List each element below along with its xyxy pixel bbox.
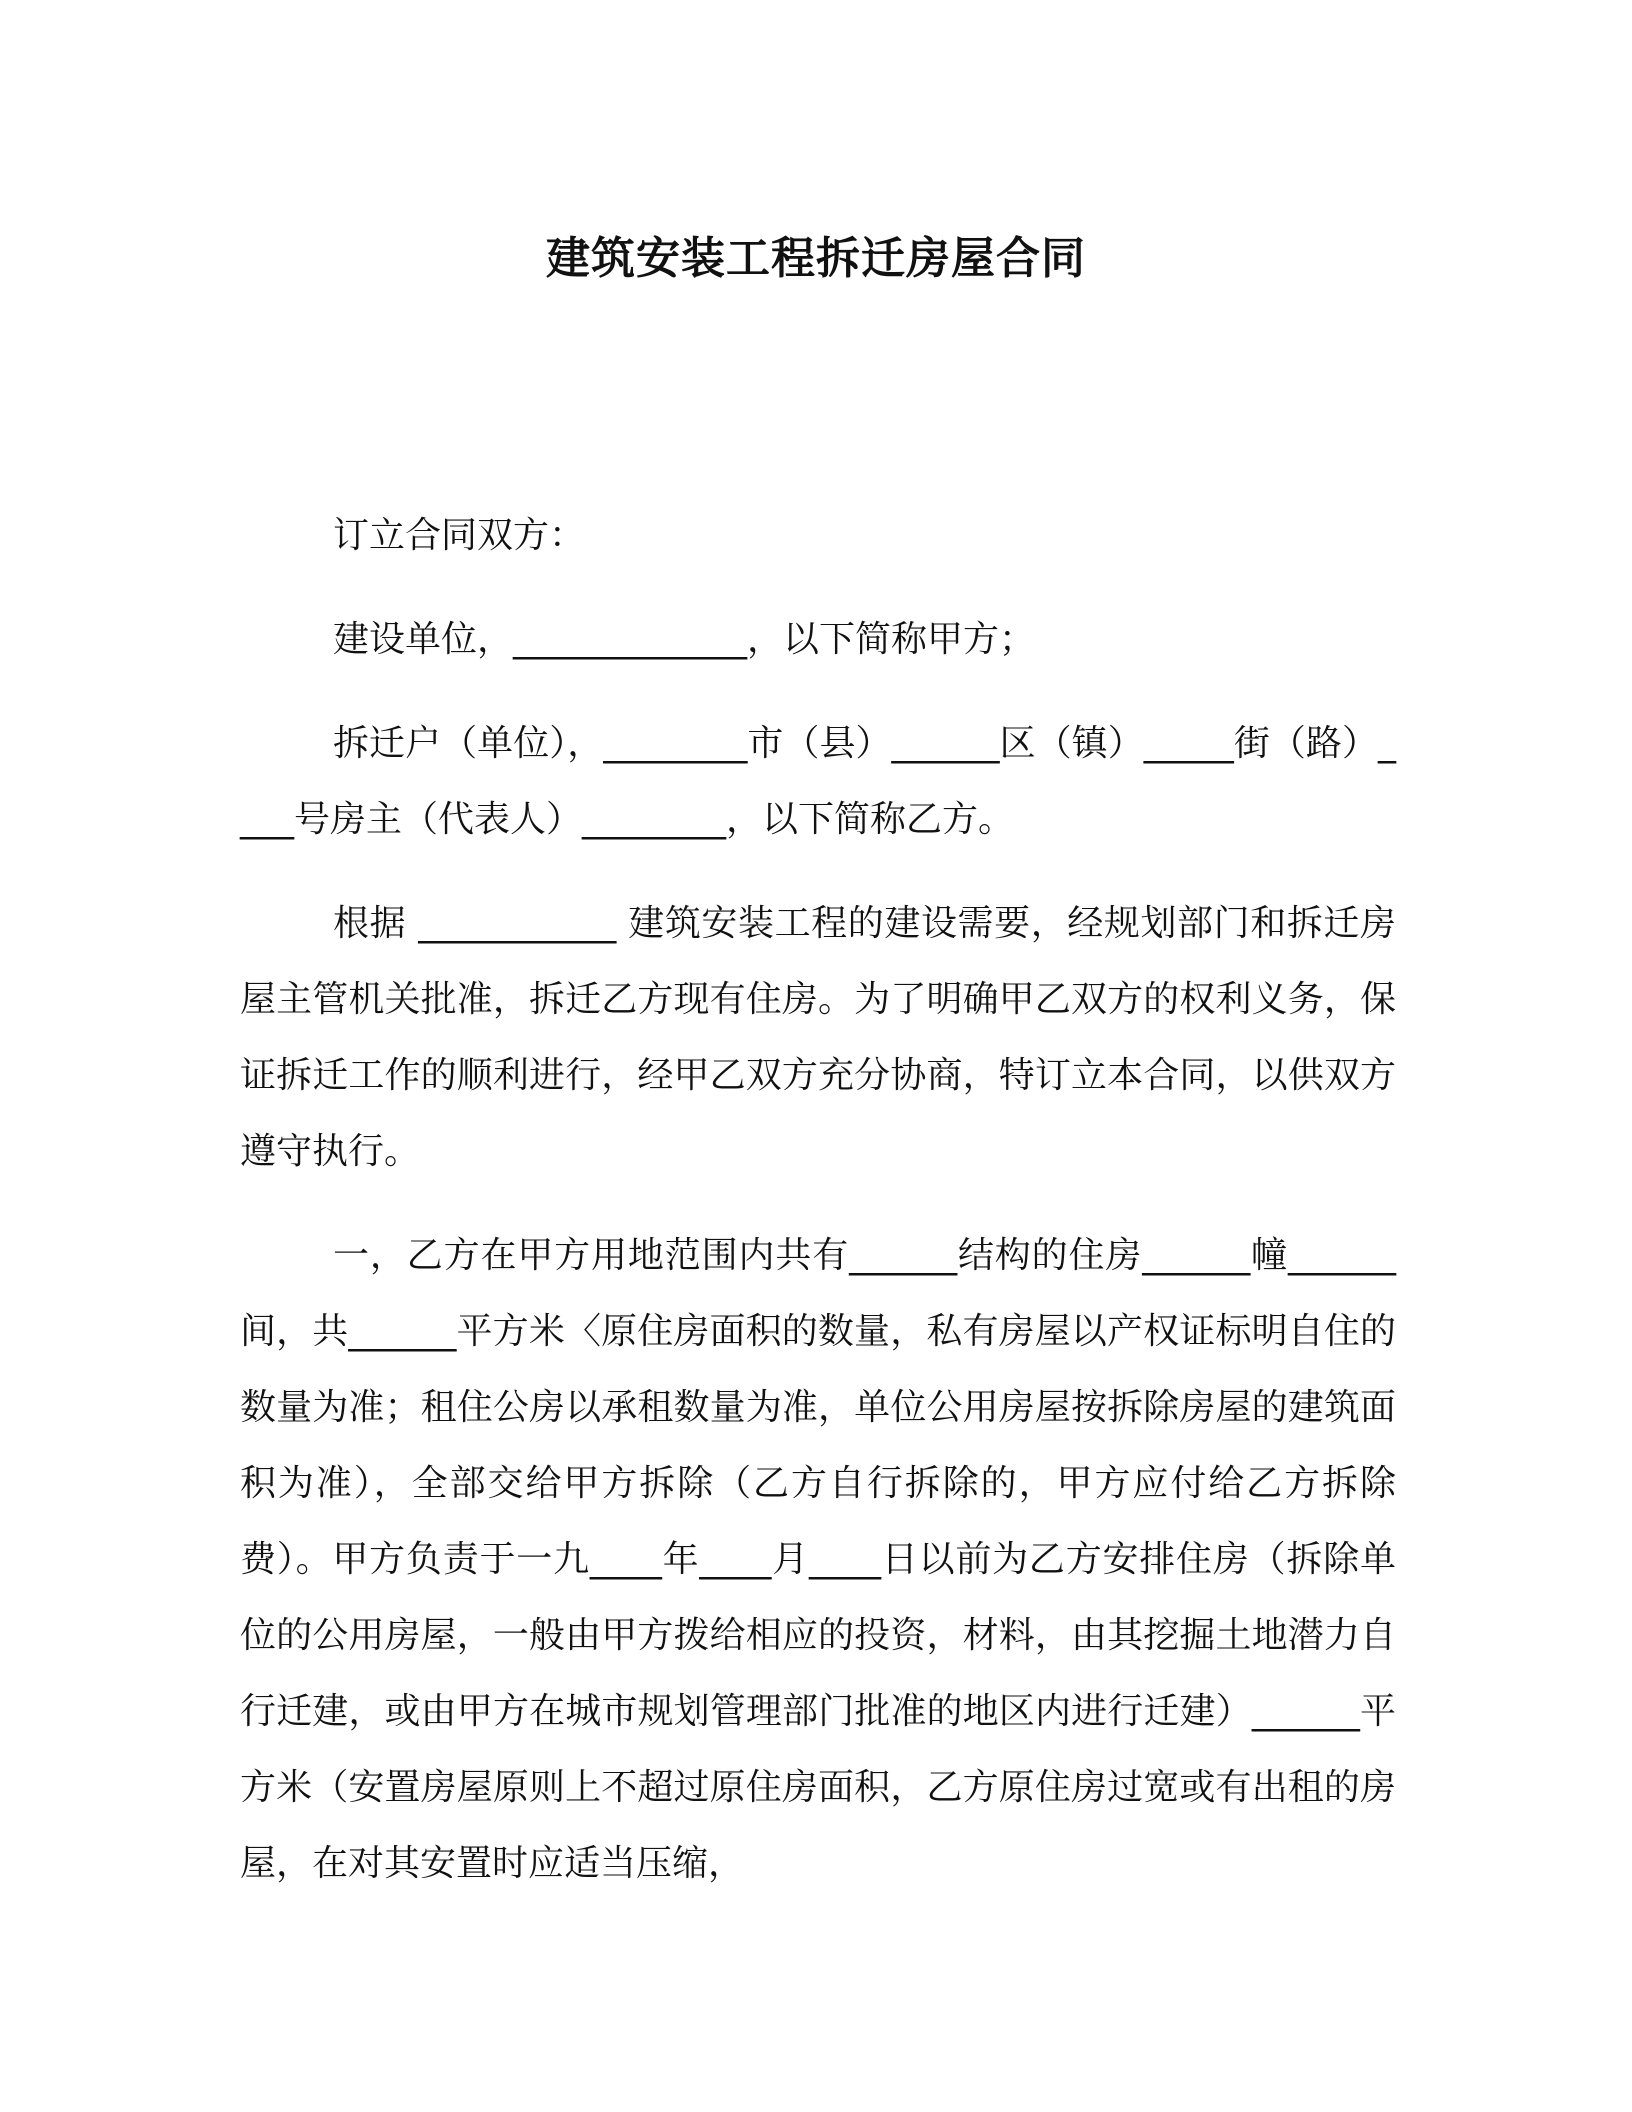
party-a-line: 建设单位，_____________，以下简称甲方； bbox=[333, 619, 1036, 660]
contract-parties-heading: 订立合同双方： bbox=[333, 515, 586, 556]
document-title: 建筑安装工程拆迁房屋合同 bbox=[546, 233, 1086, 284]
preamble-paragraph: 根据 ___________ 建筑安装工程的建设需要，经规划部门和拆迁房屋主管机关批准，拆迁乙方现有住房。为了明确甲乙双方的权利义务，保证拆迁工作的顺利进行，经甲乙双方充分协商，特订立本合同，以供双方遵守执行。 bbox=[240, 903, 1396, 1172]
party-b-line: 拆迁户（单位），________市（县）______区（镇）_____街（路）____号房主（代表人）________，以下简称乙方。 bbox=[240, 723, 1396, 840]
clause-one-paragraph: 一，乙方在甲方用地范围内共有______结构的住房______幢______间，共______平方米〈原住房面积的数量，私有房屋以产权证标明自住的数量为准；租住公房以承租数量为准，单位公用房屋按拆除房屋的建筑面积为准），全部交给甲方拆除（乙方自行拆除的，甲方应付给乙方拆除费）。甲方负责于一九____年____月____日以前为乙方安排住房（拆除单位的公用房屋，一般由甲方拨给相应的投资，材料，由其挖掘土地潜力自行迁建，或由甲方在城市规划管理部门批准的地区内进行迁建）______平方米（安置房屋原则上不超过原住房面积，乙方原住房过宽或有出租的房屋，在对其安置时应适当压缩， bbox=[240, 1235, 1396, 1884]
document-body bbox=[240, 498, 1396, 1930]
